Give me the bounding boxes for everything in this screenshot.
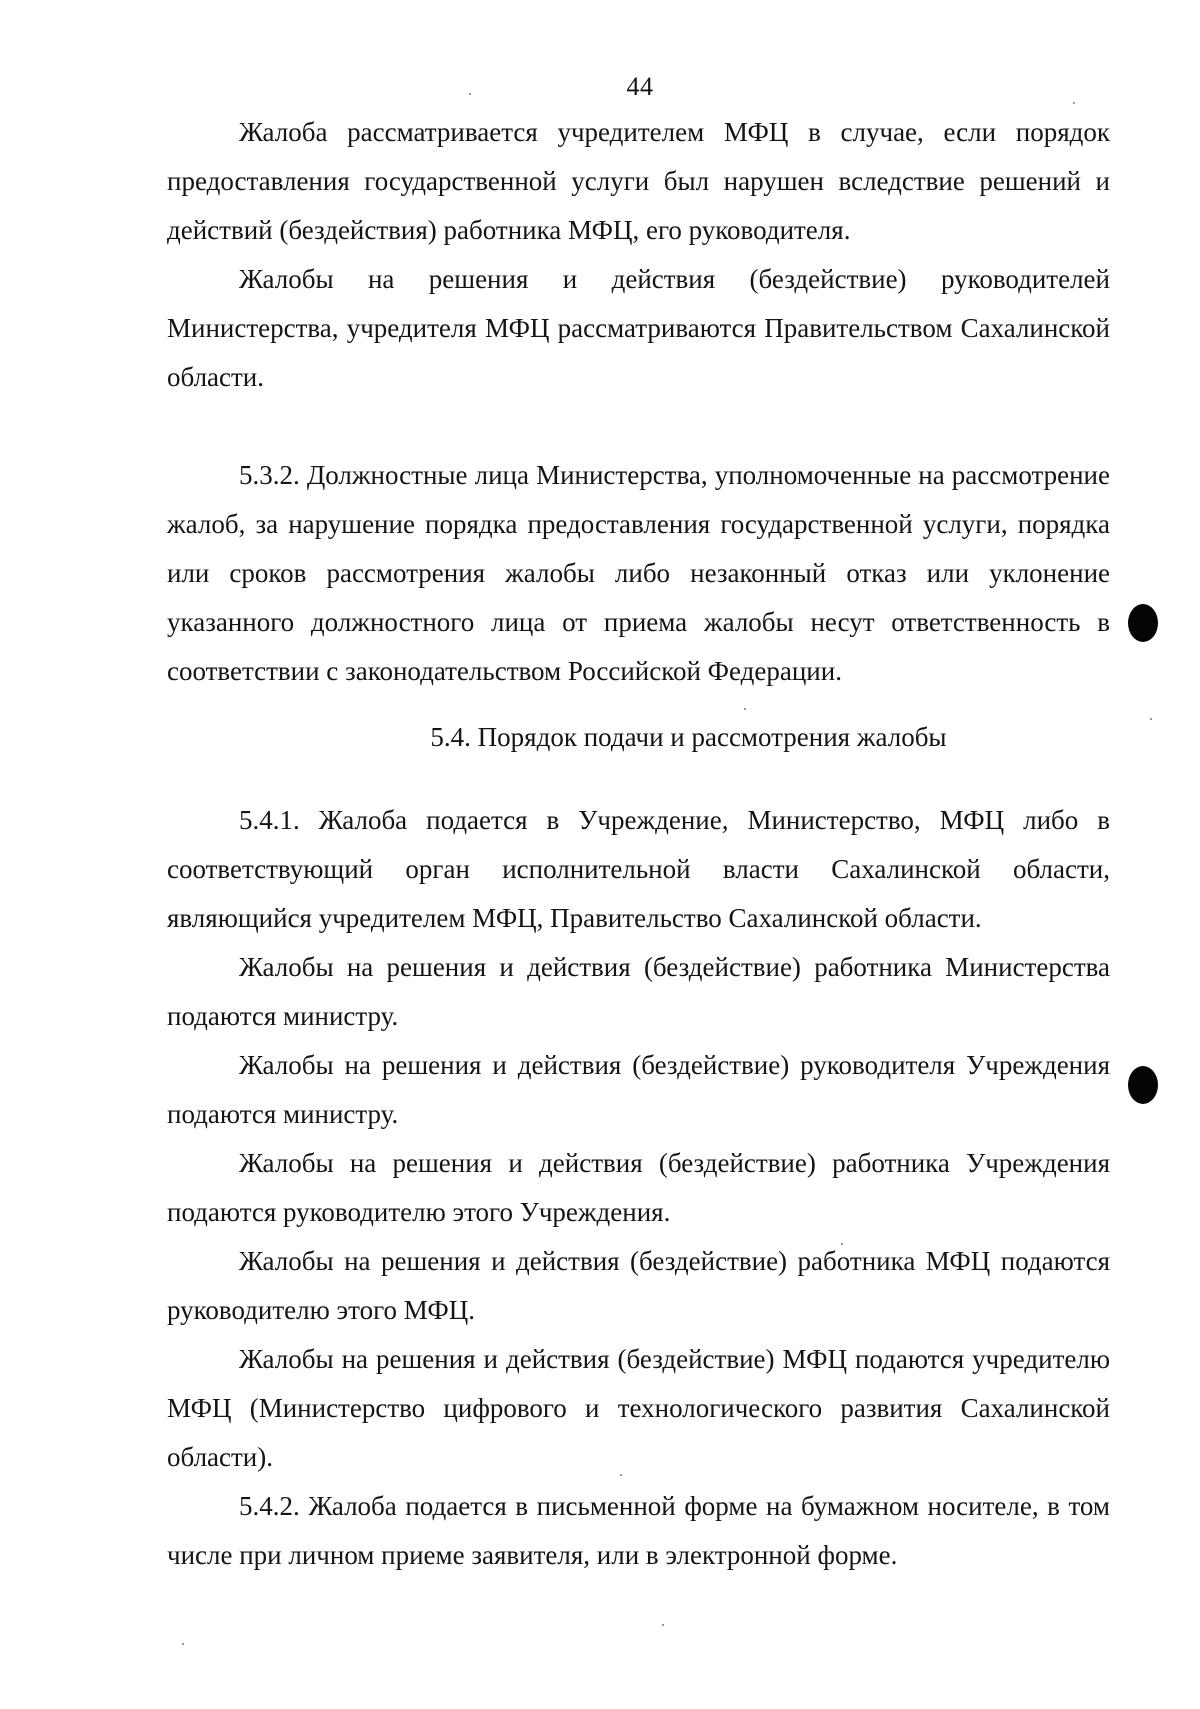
- document-body: [167, 108, 1110, 1580]
- paragraph-government-review: Жалобы на решения и действия (бездействие) руководителей Министерства, учредителя МФЦ рассматриваются Правительством Сахалинской области.: [167, 264, 1110, 392]
- scan-speck: [744, 708, 746, 710]
- paragraph-ministry-employee: Жалобы на решения и действия (бездействие) работника Министерства подаются министру.: [167, 952, 1110, 1031]
- binder-hole-mark: [1128, 604, 1158, 642]
- scan-speck: [469, 93, 471, 95]
- paragraph-institution-employee: Жалобы на решения и действия (бездействие) работника Учреждения подаются руководителю этого Учреждения.: [167, 1148, 1110, 1227]
- scan-speck: [841, 1243, 843, 1245]
- binder-hole-mark: [1128, 1066, 1158, 1104]
- scan-speck: [1150, 718, 1152, 720]
- paragraph-institution-head: Жалобы на решения и действия (бездействие) руководителя Учреждения подаются министру.: [167, 1050, 1110, 1129]
- page-number: 44: [626, 72, 654, 101]
- scan-speck: [1073, 102, 1075, 104]
- scan-speck: [620, 1474, 622, 1476]
- clause-5-4-2: 5.4.2. Жалоба подается в письменной форме на бумажном носителе, в том числе при личном приеме заявителя, или в электронной форме.: [167, 1491, 1110, 1570]
- scan-speck: [662, 1624, 664, 1626]
- scan-speck: [182, 1643, 184, 1645]
- paragraph-mfc-employee: Жалобы на решения и действия (бездействие) работника МФЦ подаются руководителю этого МФЦ.: [167, 1246, 1110, 1325]
- clause-5-3-2: 5.3.2. Должностные лица Министерства, уполномоченные на рассмотрение жалоб, за нарушение порядка предоставления государственной услуги, порядка или сроков рассмотрения жалобы либо незаконный отказ или уклонение указанного должностного лица от приема жалобы несут ответственность в соответствии с законодательством Российской Федерации.: [167, 460, 1110, 686]
- paragraph-mfc-founder-review: Жалоба рассматривается учредителем МФЦ в случае, если порядок предоставления государственной услуги был нарушен вследствие решений и действий (бездействия) работника МФЦ, его руководителя.: [167, 117, 1110, 245]
- paragraph-mfc-founder: Жалобы на решения и действия (бездействие) МФЦ подаются учредителю МФЦ (Министерство цифрового и технологического развития Сахалинской области).: [167, 1344, 1110, 1472]
- clause-5-4-1: 5.4.1. Жалоба подается в Учреждение, Министерство, МФЦ либо в соответствующий орган исполнительной власти Сахалинской области, являющийся учредителем МФЦ, Правительство Сахалинской области.: [167, 805, 1110, 933]
- section-heading-5-4: 5.4. Порядок подачи и рассмотрения жалобы: [430, 722, 947, 752]
